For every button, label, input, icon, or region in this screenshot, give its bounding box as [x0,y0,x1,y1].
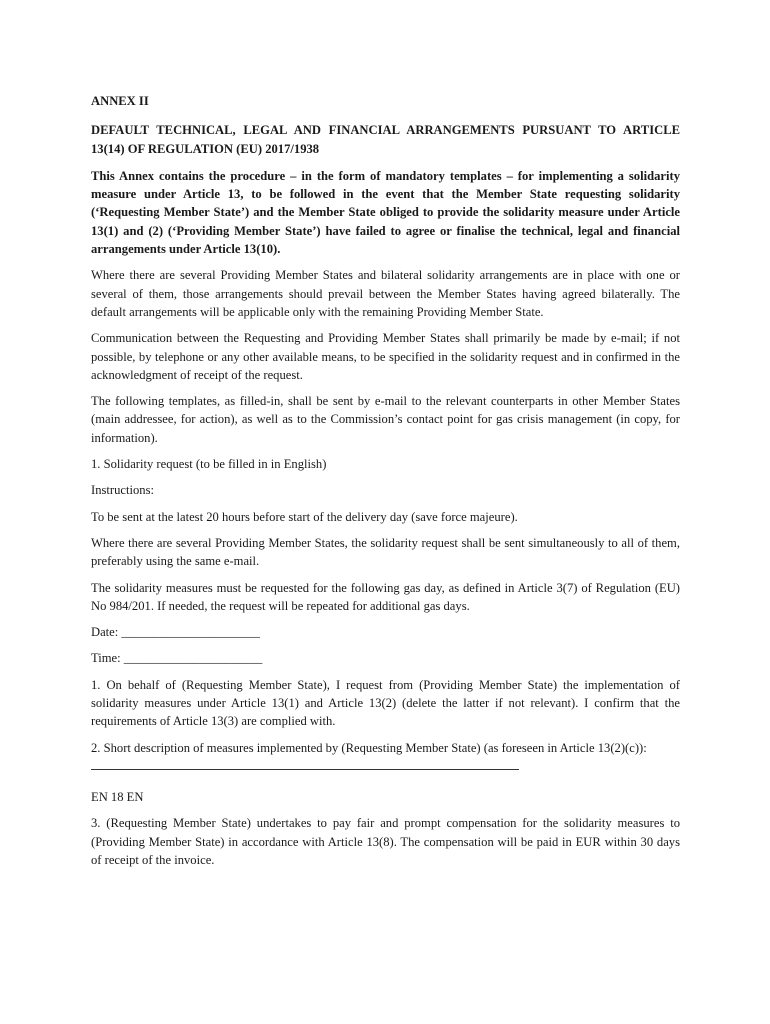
document-heading: DEFAULT TECHNICAL, LEGAL AND FINANCIAL ARRANGEMENTS PURSUANT TO ARTICLE 13(14) OF REGULATION (EU) 2017/1938 [91,123,680,156]
instruction-timing: To be sent at the latest 20 hours before start of the delivery day (save force majeure). [91,509,518,524]
instruction-gas-day: The solidarity measures must be requested for the following gas day, as defined in Article 3(7) of Regulation (EU) No 984/201. If needed, the request will be repeated for additional gas days. [91,580,680,613]
description-blank-line [91,769,519,770]
paragraph-communication: Communication between the Requesting and Providing Member States shall primarily be made by e-mail; if not possible, by telephone or any other available means, to be specified in the solidarity request and in confirmed in the acknowledgment of receipt of the request. [91,331,680,382]
paragraph-several-states: Where there are several Providing Member States and bilateral solidarity arrangements are in place with one or several of them, those arrangements should prevail between the Member States having agreed bilaterally. The default arrangements will be applicable only with the remaining Providing Member State. [91,268,680,319]
intro-paragraph: This Annex contains the procedure – in the form of mandatory templates – for implementing a solidarity measure under Article 13, to be followed in the event that the Member State requesting solidarity (‘Requesting Member State’) and the Member State obliged to provide the solidarity measure under Article 13(1) and (2) (‘Providing Member State’) have failed to agree or finalise the technical, legal and financial arrangements under Article 13(10). [91,168,680,257]
instruction-several-states: Where there are several Providing Member States, the solidarity request shall be sent simultaneously to all of them, preferably using the same e-mail. [91,535,680,569]
paragraph-templates: The following templates, as filled-in, shall be sent by e-mail to the relevant counterparts in other Member States (main addressee, for action), as well as to the Commission’s contact point for gas crisis management (in copy, for information). [91,394,680,445]
time-field-line: Time: ______________________ [91,651,263,666]
instructions-label: Instructions: [91,483,154,498]
section-1-heading: 1. Solidarity request (to be filled in in English) [91,457,327,472]
annex-title: ANNEX II [91,94,149,108]
date-field-line: Date: ______________________ [91,625,260,640]
item-3-compensation: 3. (Requesting Member State) undertakes to pay fair and prompt compensation for the solidarity measures to (Providing Member State) in accordance with Article 13(8). The compensation will be paid in EUR within 30 days of receipt of the invoice. [91,816,680,867]
item-2-description: 2. Short description of measures implemented by (Requesting Member State) (as foreseen in Article 13(2)(c)): [91,740,647,755]
item-1-request: 1. On behalf of (Requesting Member State), I request from (Providing Member State) the implementation of solidarity measures under Article 13(1) and Article 13(2) (delete the latter if not relevant). I confirm that the requirements of Article 13(3) are complied with. [91,677,680,729]
page-marker: EN 18 EN [91,789,144,804]
document-page [91,92,680,877]
